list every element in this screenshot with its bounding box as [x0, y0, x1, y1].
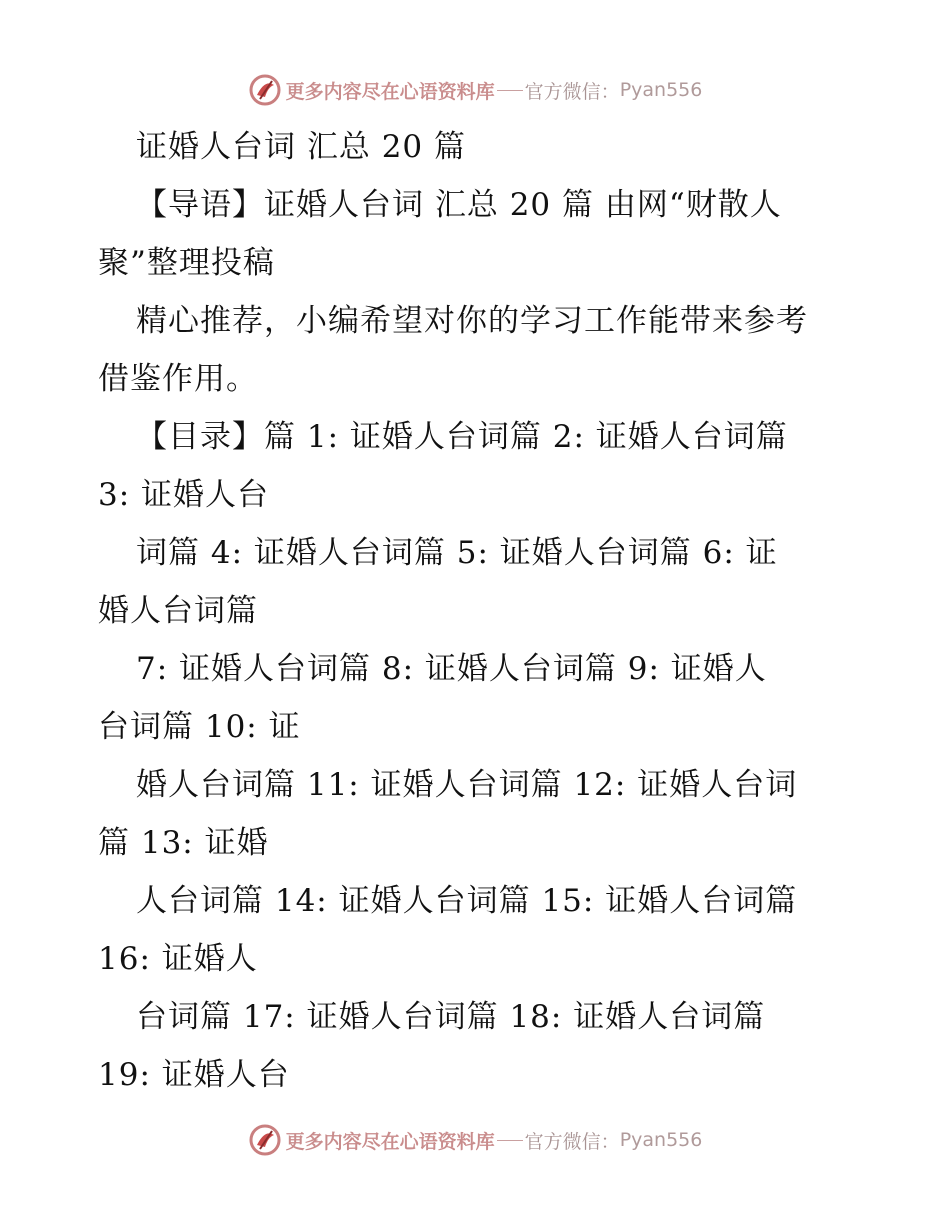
banner-text: 更多内容尽在心语资料库: [285, 80, 495, 103]
banner-text: 更多内容尽在心语资料库: [285, 1130, 495, 1153]
paragraph-line: 台词篇 10: 证: [98, 709, 301, 745]
paragraph-line: 7: 证婚人台词篇 8: 证婚人台词篇 9: 证婚人: [136, 651, 767, 687]
paragraph-line: 16: 证婚人: [98, 941, 258, 977]
banner-divider: [497, 1140, 523, 1141]
paragraph-line: 【导语】证婚人台词 汇总 20 篇 由网“财散人: [136, 187, 782, 223]
banner-wechat-id: Pyan556: [619, 79, 703, 101]
paragraph-line: 人台词篇 14: 证婚人台词篇 15: 证婚人台词篇: [136, 883, 798, 919]
document-title: 证婚人台词 汇总 20 篇: [136, 129, 467, 165]
paragraph-line: 台词篇 17: 证婚人台词篇 18: 证婚人台词篇: [136, 999, 766, 1035]
paragraph-line: 篇 13: 证婚: [98, 825, 269, 861]
brand-logo-icon: [248, 73, 282, 107]
paragraph-line: 婚人台词篇: [98, 593, 258, 629]
paragraph-line: 3: 证婚人台: [98, 477, 270, 513]
paragraph-line: 婚人台词篇 11: 证婚人台词篇 12: 证婚人台词: [136, 767, 798, 803]
paragraph-line: 19: 证婚人台: [98, 1057, 290, 1093]
paragraph-line: 借鉴作用。: [98, 361, 258, 397]
paragraph-line: 【目录】篇 1: 证婚人台词篇 2: 证婚人台词篇: [136, 419, 788, 455]
banner-divider: [497, 90, 523, 91]
footer-banner: [0, 1120, 950, 1160]
paragraph-line: 聚”整理投稿: [98, 245, 275, 281]
banner-wechat-id: Pyan556: [619, 1129, 703, 1151]
document-body: [98, 118, 858, 1104]
brand-logo-icon: [248, 1123, 282, 1157]
banner-wechat-label: 官方微信：: [524, 1130, 620, 1153]
header-banner: [0, 70, 950, 110]
banner-wechat-label: 官方微信：: [524, 80, 620, 103]
paragraph-line: 精心推荐，小编希望对你的学习工作能带来参考: [136, 303, 808, 339]
paragraph-line: 词篇 4: 证婚人台词篇 5: 证婚人台词篇 6: 证: [136, 535, 778, 571]
